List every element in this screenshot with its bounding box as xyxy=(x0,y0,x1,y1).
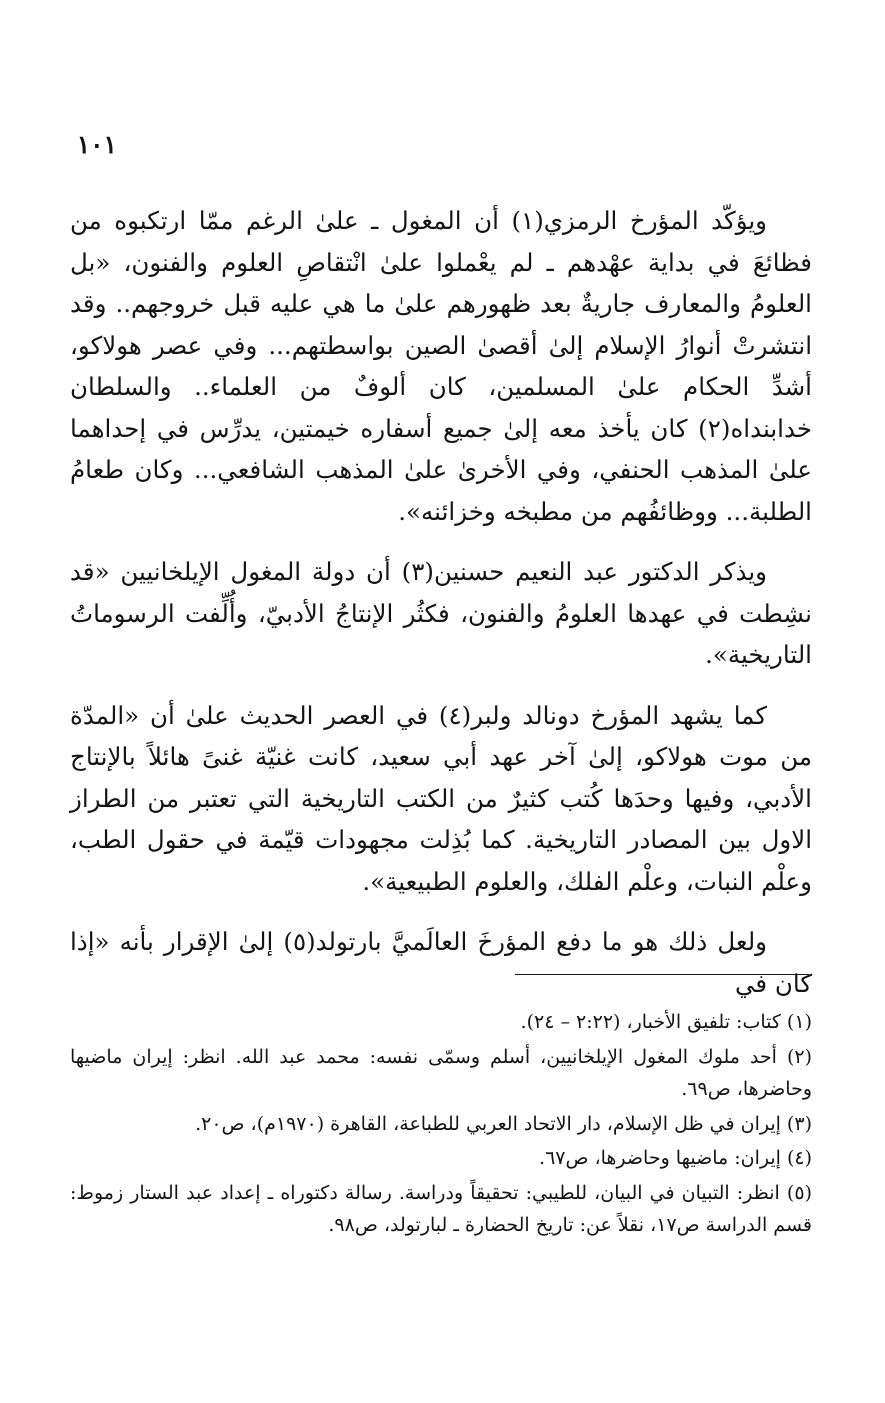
paragraph-4: ولعل ذلك هو ما دفع المؤرخَ العالَميَّ بارتولد(٥) إلىٰ الإقرار بأنه «إذا كان في xyxy=(70,927,812,998)
paragraph-3: كما يشهد المؤرخ دونالد ولبر(٤) في العصر الحديث علىٰ أن «المدّة من موت هولاكو، إلىٰ آخر عهد أبي سعيد، كانت غنيّة غنىً هائلاً بالإنتاج الأدبي، وفيها وحدَها كُتب كثيرٌ من الكتب التاريخية التي تعتبر من الطراز الاول بين المصادر التاريخية. كما بُذِلت مجهودات قيّمة في حقول الطب، وعلْم النبات، وعلْم الفلك، والعلوم الطبيعية». xyxy=(70,700,812,896)
paragraph-2: ويذكر الدكتور عبد النعيم حسنين(٣) أن دولة المغول الإيلخانيين «قد نشِطت في عهدها العلومُ والفنون، فكثُر الإنتاجُ الأدبيّ، وأُلِّفت الرسوماتُ التاريخية». xyxy=(70,557,812,669)
footnote-4: (٤) إيران: ماضيها وحاضرها، ص٦٧. xyxy=(539,1147,812,1169)
footnotes xyxy=(70,1006,812,1244)
footnote-5: (٥) انظر: التبيان في البيان، للطيبي: تحقيقاً ودراسة. رسالة دكتوراه ـ إعداد عبد الستار زموط: قسم الدراسة ص١٧، نقلاً عن: تاريخ الحضارة ـ لبارتولد، ص٩٨. xyxy=(70,1181,812,1236)
footnote-2: (٢) أحد ملوك المغول الإيلخانيين، أسلم وسمّى نفسه: محمد عبد الله. انظر: إيران ماضيها وحاضرها، ص٦٩. xyxy=(70,1045,813,1100)
paragraph-1: ويؤكّد المؤرخ الرمزي(١) أن المغول ـ علىٰ الرغم ممّا ارتكبوه من فظائعَ في بداية عهْدهم ـ لم يعْملوا علىٰ انْتقاصِ العلوم والفنون، «بل العلومُ والمعارف جاريةٌ بعد ظهورهم علىٰ ما هي عليه قبل خروجهم.. وقد انتشرتْ أنوارُ الإسلام إلىٰ أقصىٰ الصين بواسطتهم... وفي عصر هولاكو، أشدِّ الحكام علىٰ المسلمين، كان ألوفٌ من العلماء.. والسلطان خدابنداه(٢) كان يأخذ معه إلىٰ جميع أسفاره خيمتين، يدرِّس في إحداهما علىٰ المذهب الحنفي، وفي الأخرىٰ علىٰ المذهب الشافعي... وكان طعامُ الطلبة... ووظائفُهم من مطبخه وخزائنه». xyxy=(70,206,812,526)
footnote-1: (١) كتاب: تلفيق الأخبار، (٢:٢٢ – ٢٤). xyxy=(520,1011,812,1033)
footnote-3: (٣) إيران في ظل الإسلام، دار الاتحاد العربي للطباعة، القاهرة (١٩٧٠م)، ص٢٠. xyxy=(195,1112,812,1135)
main-text xyxy=(70,200,812,1004)
footnote-divider xyxy=(515,974,809,975)
page-number: ١٠١ xyxy=(76,130,117,159)
